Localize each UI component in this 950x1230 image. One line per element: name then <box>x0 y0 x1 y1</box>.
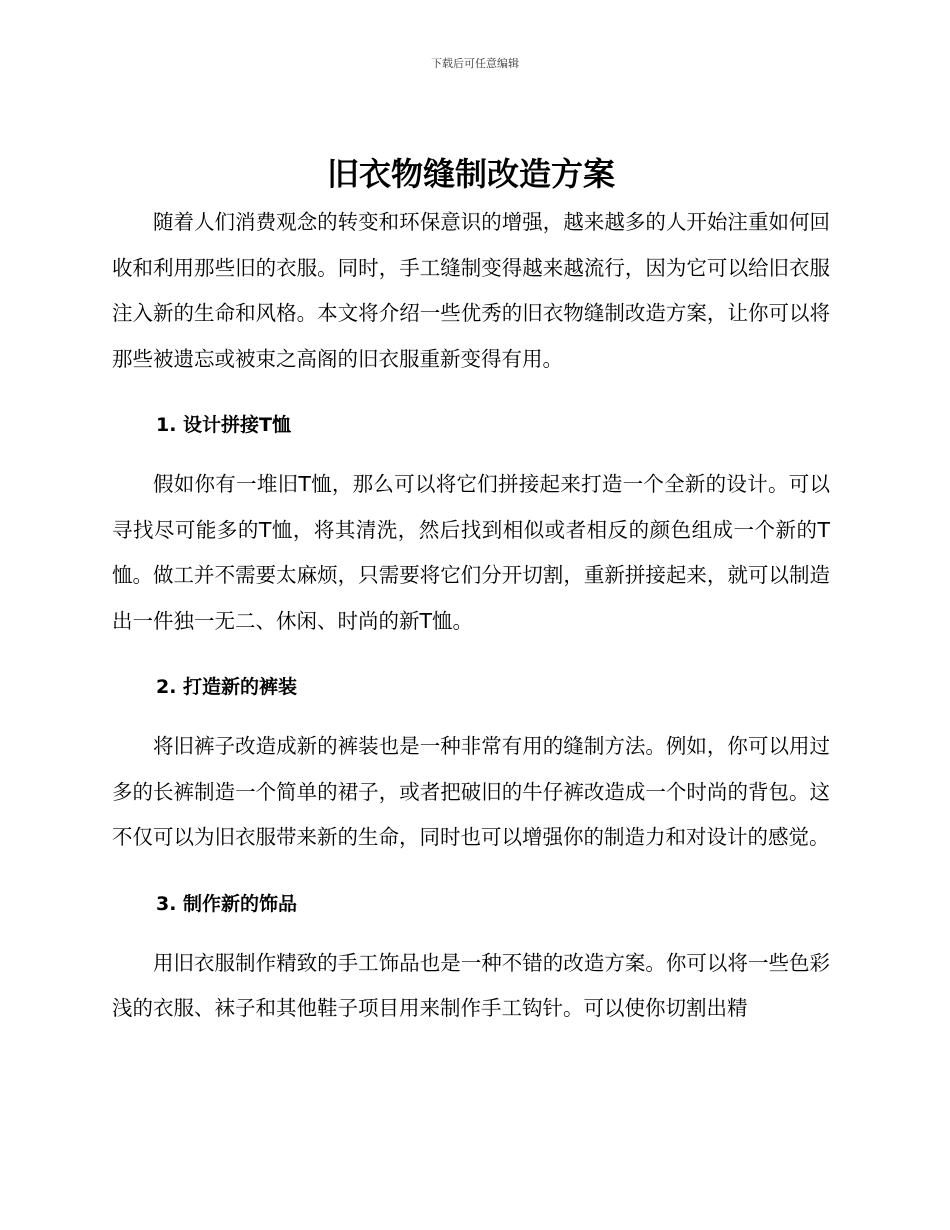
spacer <box>112 382 830 410</box>
document-title: 旧衣物缝制改造方案 <box>326 155 615 193</box>
section-body-2: 将旧裤子改造成新的裤装也是一种非常有用的缝制方法。例如，你可以用过多的长裤制造一个简单的裙子，或者把破旧的牛仔裤改造成一个时尚的背包。这不仅可以为旧衣服带来新的生命，同时也可以增强你的制造力和对设计的感觉。 <box>112 734 830 849</box>
section-body-1: 假如你有一堆旧T恤，那么可以将它们拼接起来打造一个全新的设计。可以寻找尽可能多的T恤，将其清洗，然后找到相似或者相反的颜色组成一个新的T恤。做工并不需要太麻烦，只需要将它们分开切割，重新拼接起来，就可以制造出一件独一无二、休闲、时尚的新T恤。 <box>112 472 830 633</box>
section-heading-3: 3. 制作新的饰品 <box>156 892 298 915</box>
section-heading-2: 2. 打造新的裤装 <box>156 676 298 698</box>
spacer <box>112 861 830 889</box>
section-body-3: 用旧衣服制作精致的手工饰品也是一种不错的改造方案。你可以将一些色彩浅的衣服、袜子和其他鞋子项目用来制作手工钩针。可以使你切割出精 <box>112 950 830 1020</box>
header-note: 下载后可任意编辑 <box>431 57 519 70</box>
section-heading-1: 1. 设计拼接T恤 <box>156 414 292 436</box>
spacer <box>112 919 830 941</box>
spacer <box>112 702 830 724</box>
document-body <box>112 148 830 1032</box>
spacer <box>112 440 830 462</box>
intro-paragraph: 随着人们消费观念的转变和环保意识的增强，越来越多的人开始注重如何回收和利用那些旧的衣服。同时，手工缝制变得越来越流行，因为它可以给旧衣服注入新的生命和风格。本文将介绍一些优秀的旧衣物缝制改造方案，让你可以将那些被遗忘或被束之高阁的旧衣服重新变得有用。 <box>112 210 830 371</box>
spacer <box>112 644 830 672</box>
